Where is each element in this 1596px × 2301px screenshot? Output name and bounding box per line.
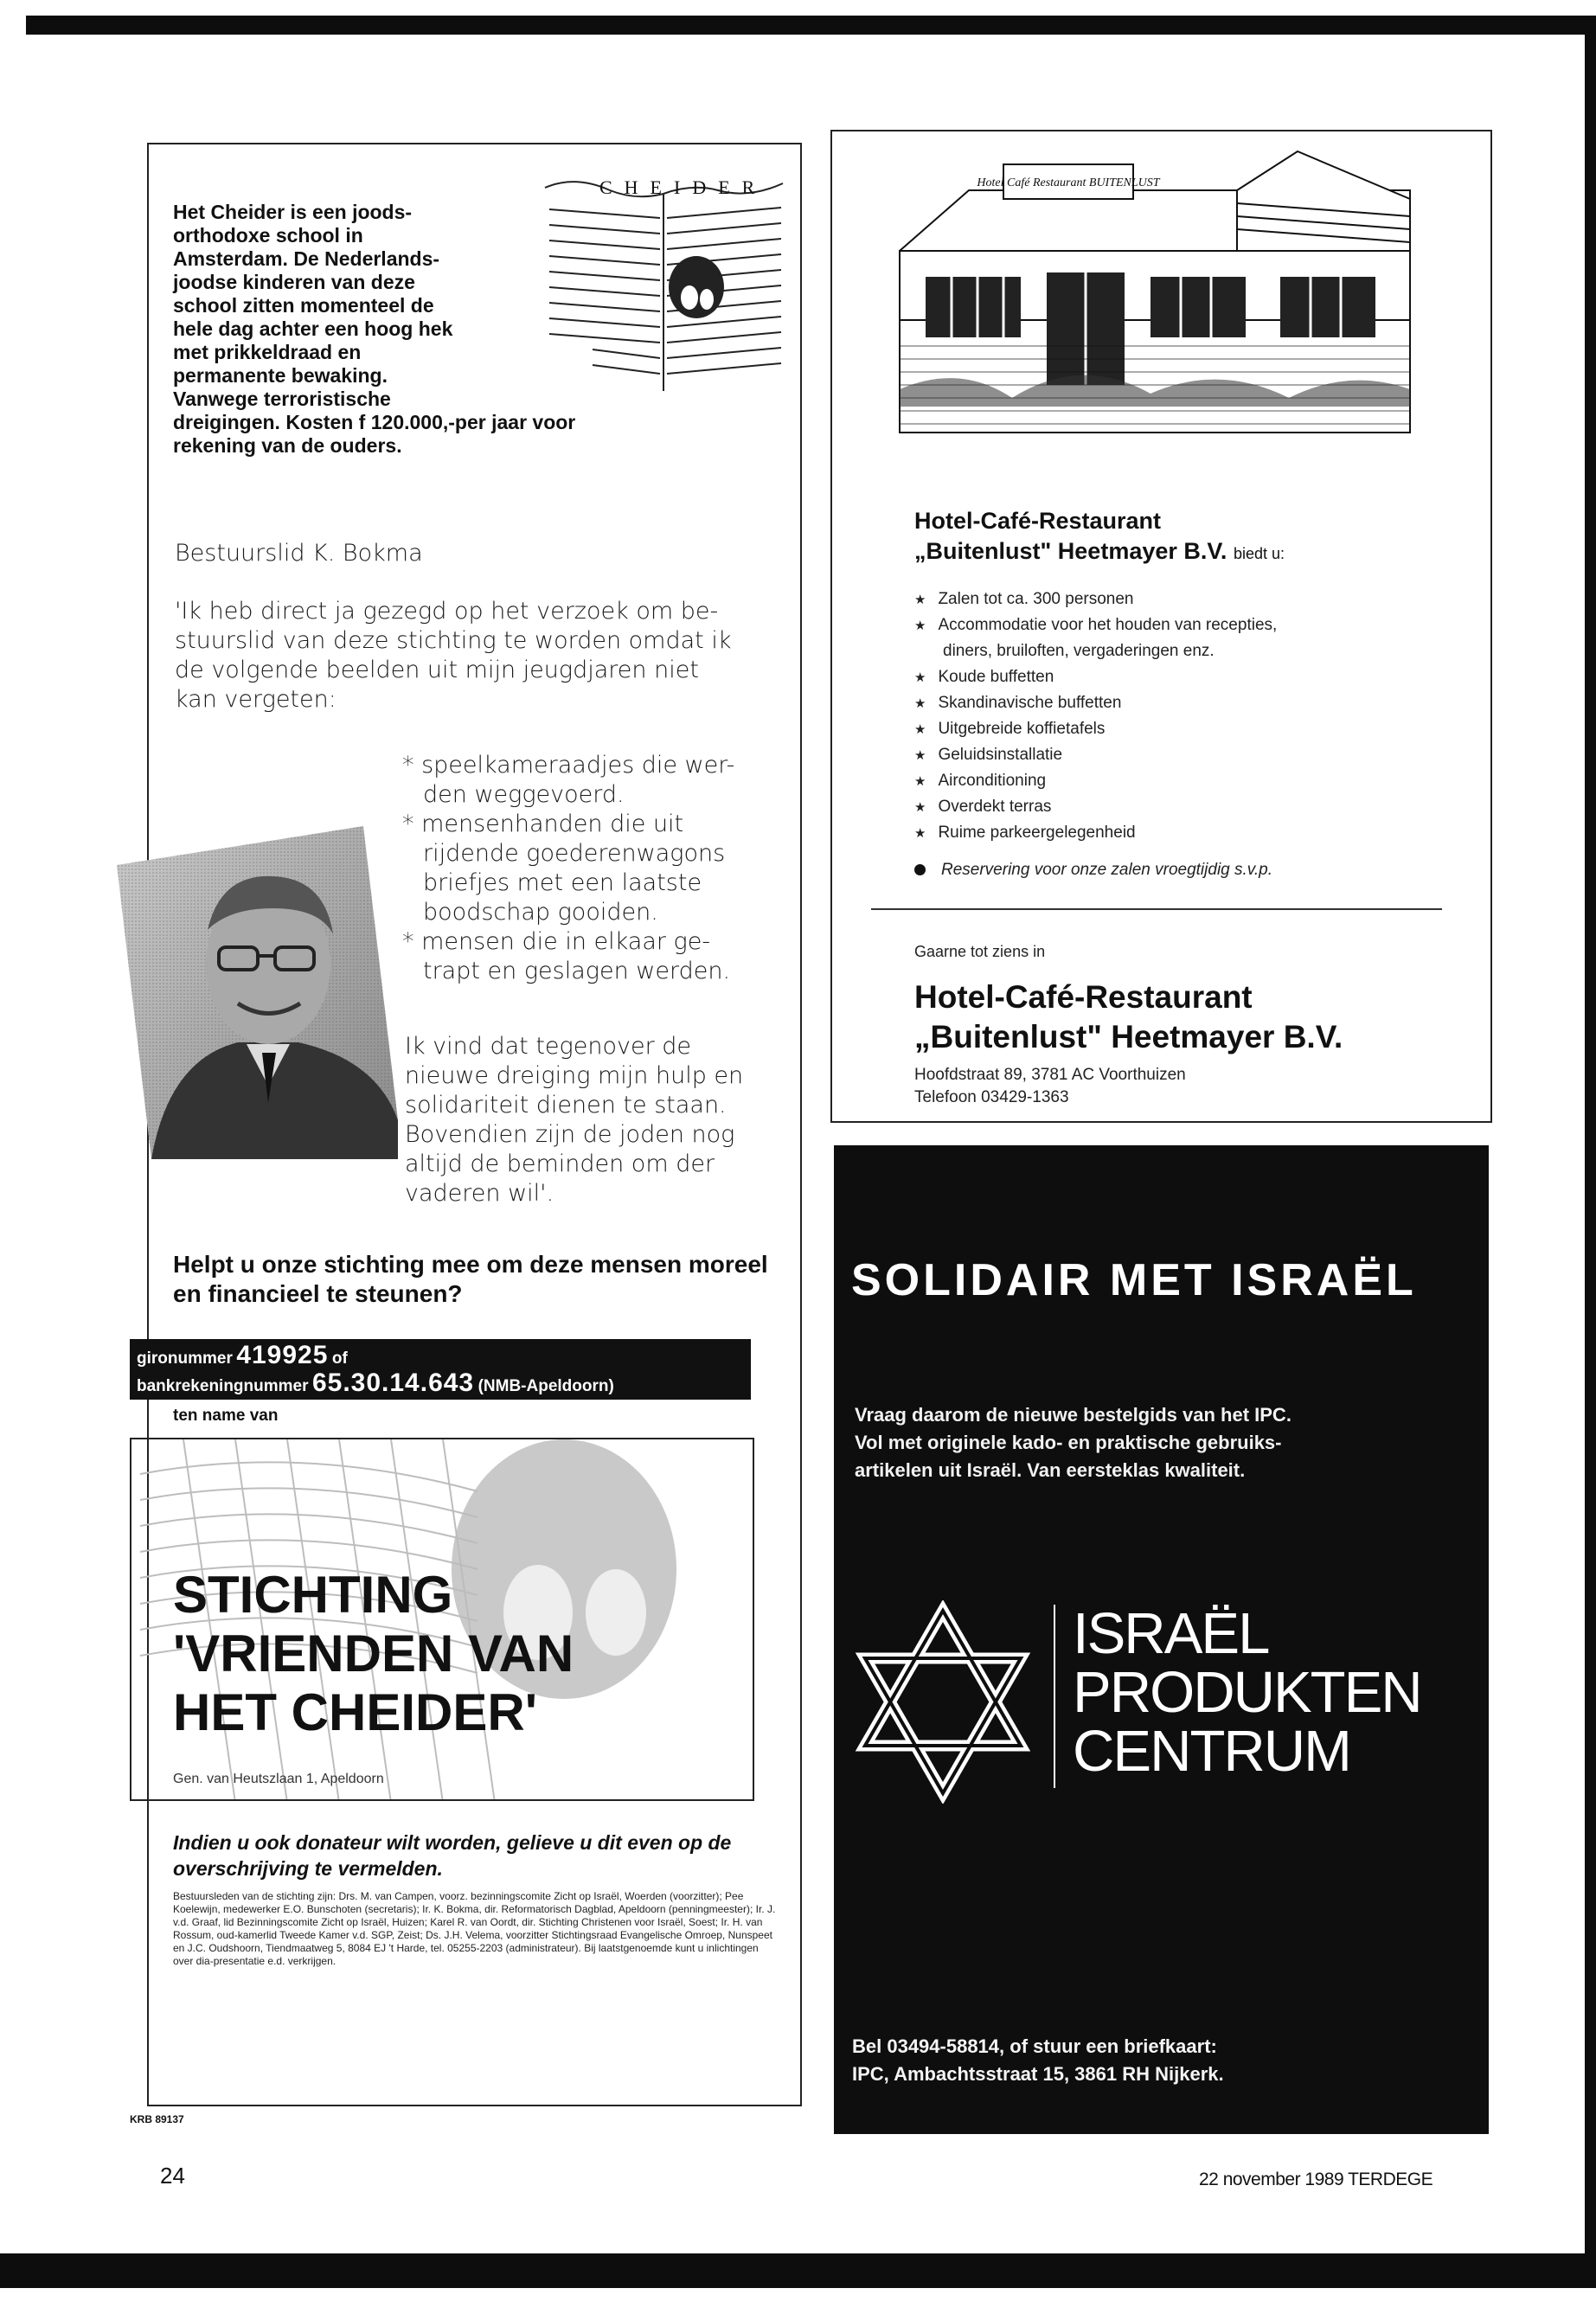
- service-item: ★ Geluidsinstallatie: [914, 742, 1468, 768]
- star-of-david-icon: [852, 1600, 1034, 1804]
- issue-date: 22 november 1989 TERDEGE: [1199, 2170, 1433, 2189]
- hotel-address: Hoofdstraat 89, 3781 AC Voorthuizen Telefoon 03429-1363: [914, 1066, 1186, 1106]
- bullet-item: * mensenhanden die uit rijdende goederenwagons briefjes met een laatste boodschap gooiden.: [402, 811, 726, 926]
- ipc-headline: SOLIDAIR MET ISRAËL: [851, 1255, 1417, 1305]
- hotel-services-list: [914, 586, 1468, 846]
- portrait-photo: [117, 826, 398, 1159]
- bank-label: bankrekeningnummer: [137, 1377, 309, 1395]
- ipc-body: Vraag daarom de nieuwe bestelgids van het IPC. Vol met originele kado- en praktische gebruiks- artikelen uit Israël. Van eersteklas kwaliteit.: [855, 1404, 1292, 1481]
- ten-name-label: ten name van: [173, 1407, 279, 1425]
- hotel-divider: [871, 908, 1442, 910]
- page-number: 24: [160, 2163, 185, 2189]
- ipc-logo-divider: [1054, 1605, 1055, 1788]
- ipc-logo-name: ISRAËL PRODUKTEN CENTRUM: [1073, 1601, 1421, 1784]
- intro-line: school zitten momenteel de: [173, 294, 434, 317]
- ad-code: KRB 89137: [130, 2113, 184, 2125]
- hotel-building-drawing: [891, 147, 1423, 489]
- intro-line: permanente bewaking.: [173, 364, 388, 387]
- reservation-note: Reservering voor onze zalen vroegtijdig s.v.p.: [914, 861, 1272, 880]
- intro-line: met prikkeldraad en: [173, 341, 362, 363]
- quote-line: de volgende beelden uit mijn jeugdjaren niet: [175, 657, 699, 683]
- intro-line: Vanwege terroristische: [173, 388, 391, 410]
- intro-line: dreigingen. Kosten f 120.000,-per jaar voor: [173, 411, 576, 433]
- intro-line: Het Cheider is een joods-: [173, 201, 413, 223]
- bullet-item: * speelkameraadjes die wer- den weggevoerd.: [402, 752, 735, 808]
- intro-line: orthodoxe school in: [173, 224, 363, 247]
- quote-line: stuurslid van deze stichting te worden omdat ik: [175, 627, 732, 654]
- bestuurslid-label: Bestuurslid K. Bokma: [175, 540, 423, 567]
- bullet-item: * mensen die in elkaar ge- trapt en geslagen werden.: [402, 928, 731, 984]
- service-item: ★ Zalen tot ca. 300 personen: [914, 586, 1468, 612]
- bottom-border-bar: [0, 2253, 1596, 2288]
- giro-account-bar: [130, 1339, 751, 1400]
- intro-line: joodse kinderen van deze: [173, 271, 415, 293]
- giro-label: gironummer: [137, 1349, 233, 1368]
- stichting-address: Gen. van Heutszlaan 1, Apeldoorn: [173, 1772, 384, 1786]
- service-item: ★ Ruime parkeergelegenheid: [914, 820, 1468, 846]
- top-border-bar: [26, 16, 1596, 35]
- intro-line: hele dag achter een hoog hek: [173, 317, 453, 340]
- board-members-text: Bestuursleden van de stichting zijn: Drs. M. van Campen, voorz. bezinningscomite Zicht op Israël, Woerden (voorzitter); Pee Koelewijn, medewerker E.O. Bunschoten (secretaris); Ir. K. Bokma, dir. Reformatorisch Dagblad, Apeldoorn (penningmeester); Ir. J. v.d. Graaf, lid Bezinningscomite Zicht op Israël, Huizen; Karel R. van Oordt, dir. Stichting Christenen voor Israël, Soest; Ir. H. van Rossum, oud-kamerlid Tweede Kamer v.d. SGP, Zeist; Ds. J.H. Velema, voorzitter Stichtingsraad Evangelische Omroep, Nunspeet en J.C. Oudshoorn, Tiendmaatweg 5, 8084 EJ 't Harde, tel. 05255-2203 (administrateur). Bij laatstgenoemde kunt u inlichtingen over dia-presentatie e.d. verkrijgen.: [173, 1890, 776, 1967]
- quote-line: kan vergeten:: [175, 686, 337, 713]
- quote-intro: [175, 597, 780, 715]
- quote-line: 'Ik heb direct ja gezegd op het verzoek om be-: [175, 598, 719, 625]
- bank-suffix: (NMB-Apeldoorn): [478, 1377, 614, 1395]
- giro-of: of: [331, 1349, 348, 1368]
- intro-line: rekening van de ouders.: [173, 434, 402, 457]
- bank-number: 65.30.14.643: [311, 1368, 475, 1397]
- service-item-continued: diners, bruiloften, vergaderingen enz.: [943, 642, 1215, 660]
- memory-bullets: [402, 751, 783, 986]
- hotel-offer-title: Hotel-Café-Restaurant „Buitenlust" Heetmayer B.V. biedt u:: [914, 508, 1285, 564]
- service-item: ★ Overdekt terras: [914, 794, 1468, 820]
- cheider-intro: [173, 201, 709, 458]
- donateur-note: Indien u ook donateur wilt worden, gelieve u dit even op de overschrijving te vermelden.: [173, 1831, 732, 1880]
- hotel-name: Hotel-Café-Restaurant „Buitenlust" Heetmayer B.V.: [914, 979, 1343, 1054]
- hotel-sign-text: Hotel Café Restaurant BUITENLUST: [977, 176, 1160, 189]
- right-border-bar: [1585, 16, 1596, 2265]
- service-item: ★ Airconditioning: [914, 768, 1468, 794]
- cheider-logo-text: CHEIDER: [599, 176, 767, 198]
- giro-number: 419925: [236, 1341, 329, 1369]
- stichting-name: STICHTING 'VRIENDEN VAN HET CHEIDER': [173, 1566, 574, 1741]
- service-item: ★ Accommodatie voor het houden van recepties,: [914, 612, 1468, 638]
- service-item: ★ Skandinavische buffetten: [914, 690, 1468, 716]
- service-item: ★ Uitgebreide koffietafels: [914, 716, 1468, 742]
- ipc-contact: Bel 03494-58814, of stuur een briefkaart: IPC, Ambachtsstraat 15, 3861 RH Nijkerk.: [852, 2035, 1224, 2085]
- service-item: ★ Koude buffetten: [914, 664, 1468, 690]
- gaarne-text: Gaarne tot ziens in: [914, 943, 1046, 960]
- support-appeal: Helpt u onze stichting mee om deze mensen moreel en financieel te steunen?: [173, 1251, 768, 1307]
- intro-line: Amsterdam. De Nederlands-: [173, 247, 440, 270]
- bullet-dot-icon: [914, 864, 926, 875]
- closing-statement: Ik vind dat tegenover de nieuwe dreiging mijn hulp en solidariteit dienen te staan. Bovendien zijn de joden nog altijd de beminden om der vaderen wil'.: [405, 1033, 744, 1207]
